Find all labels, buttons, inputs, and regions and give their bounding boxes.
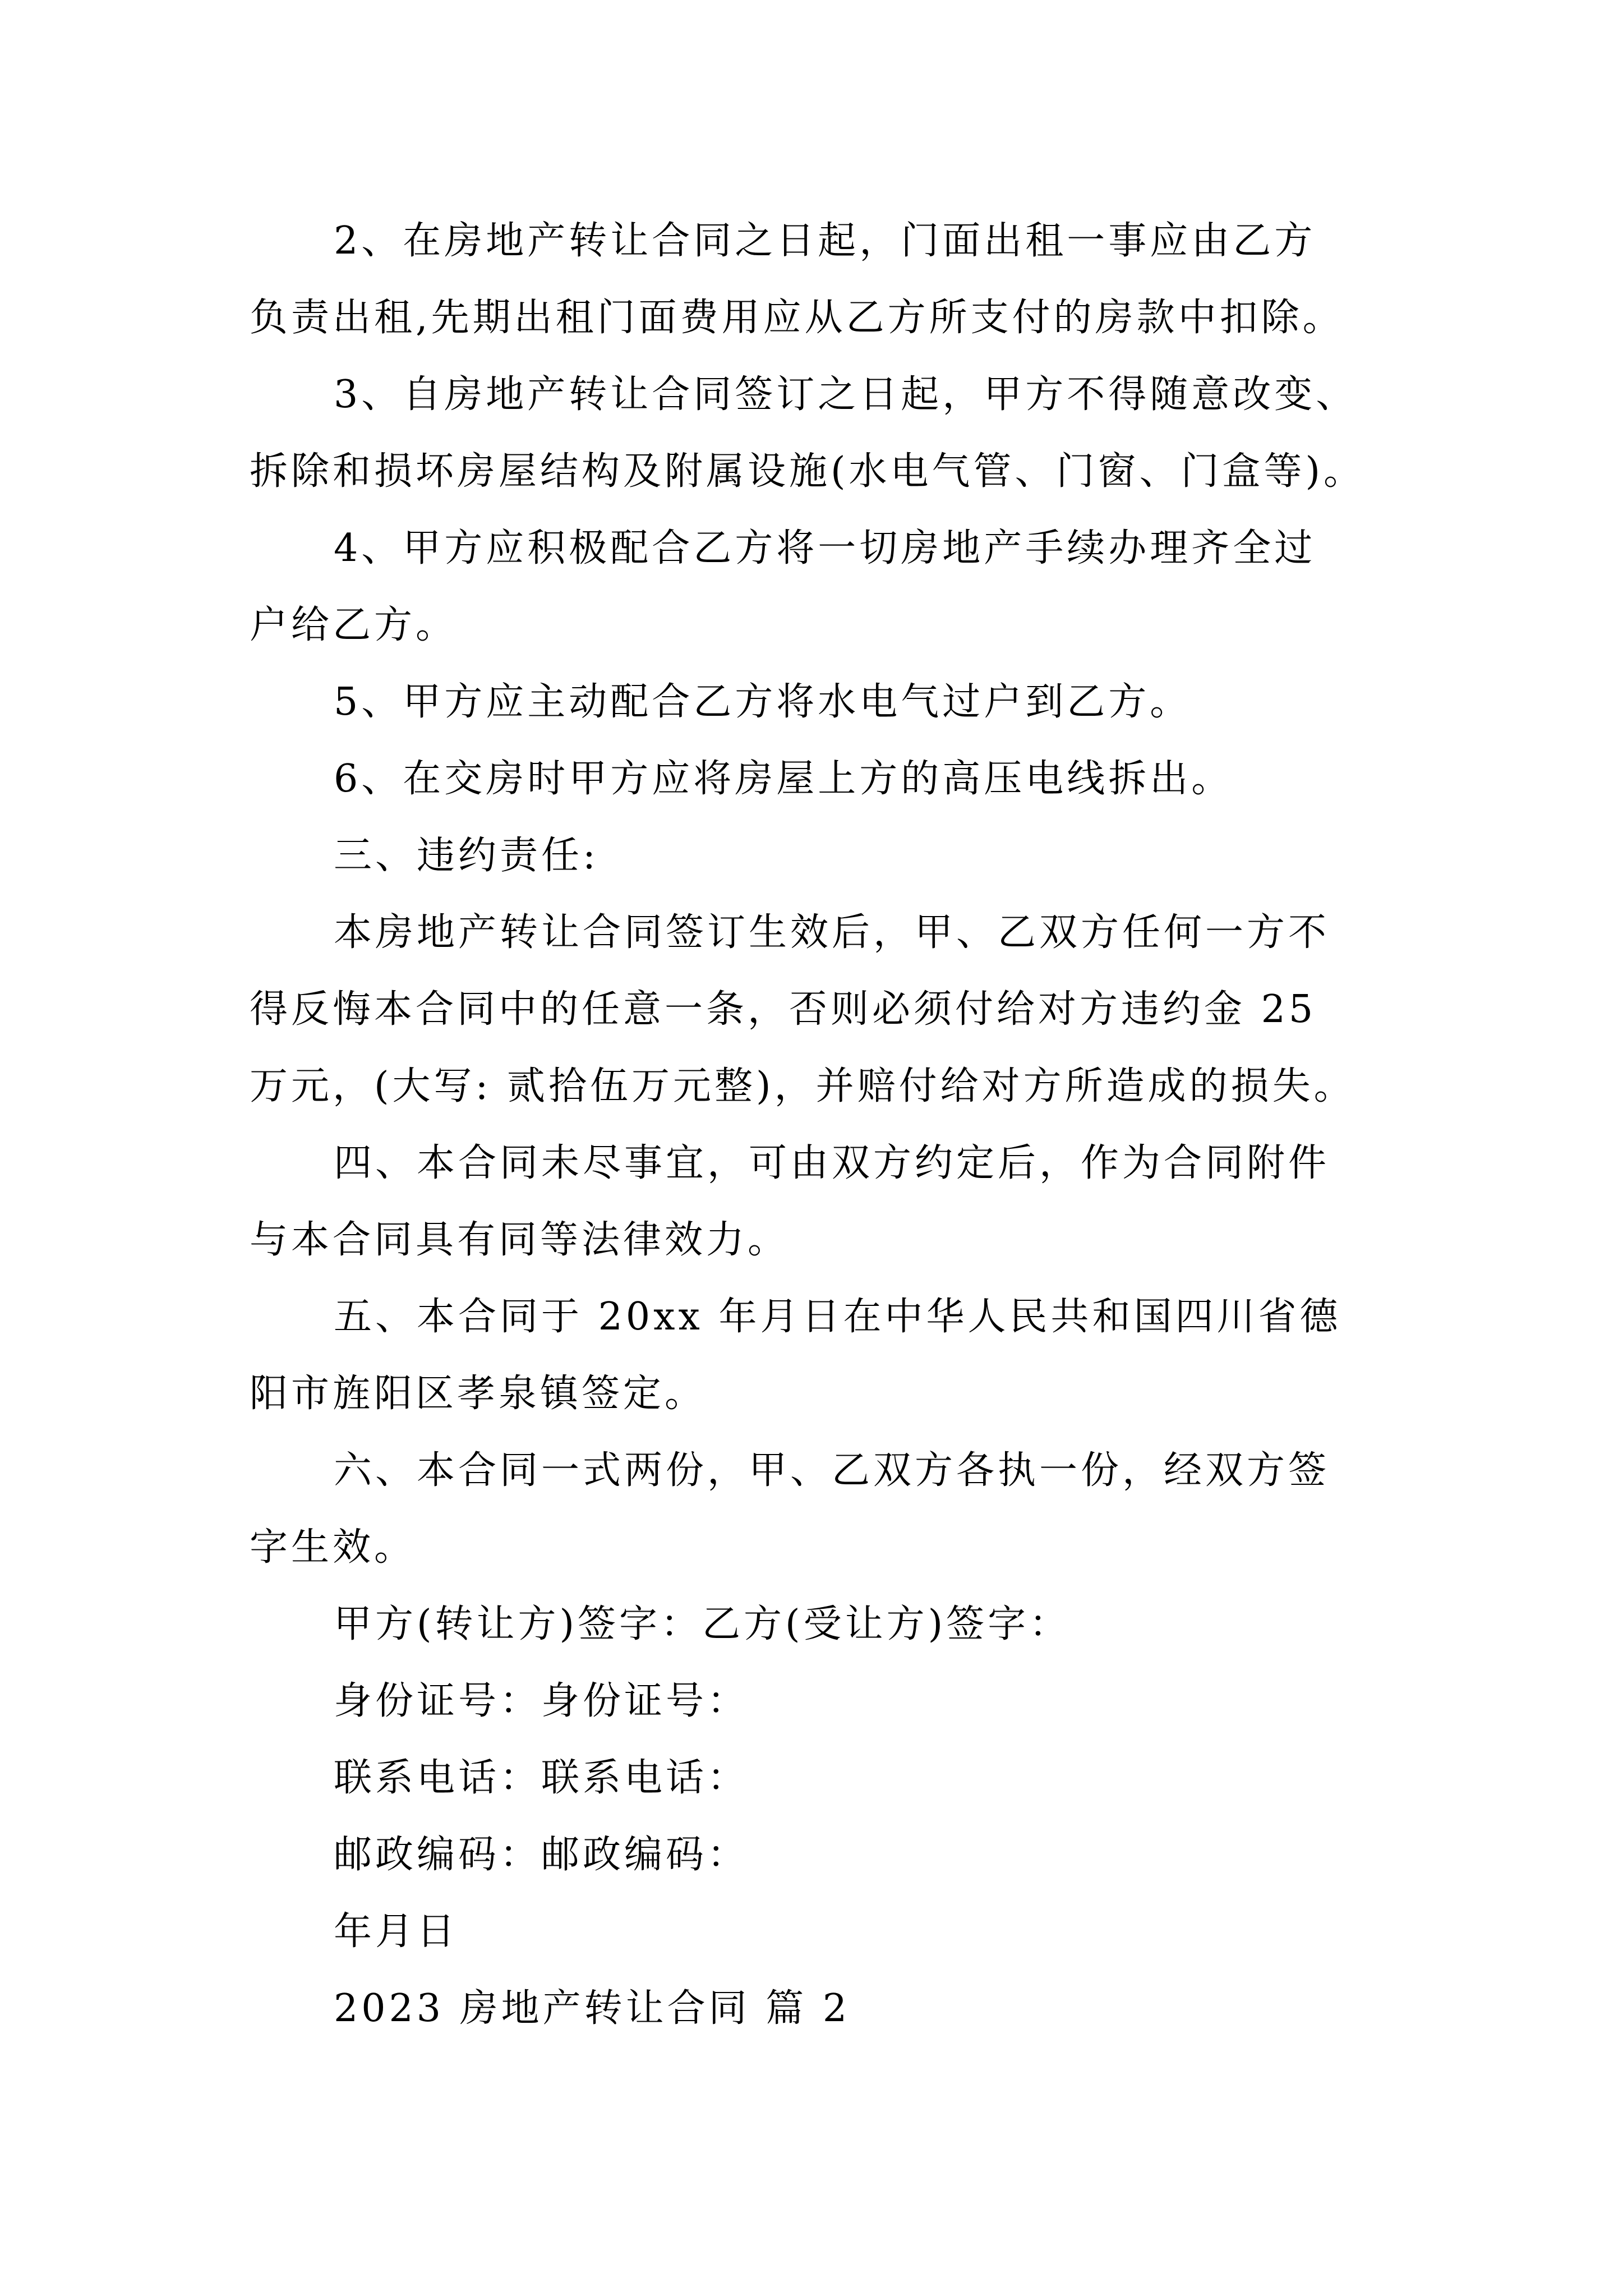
paragraph-line-2: 负责出租,先期出租门面费用应从乙方所支付的房款中扣除。 bbox=[250, 296, 1344, 340]
paragraph-line-15: 五、本合同于 20xx 年月日在中华人民共和国四川省德 bbox=[334, 1295, 1341, 1339]
paragraph-line-10: 本房地产转让合同签订生效后，甲、乙双方任何一方不 bbox=[334, 910, 1330, 955]
next-contract-heading: 2023 房地产转让合同 篇 2 bbox=[334, 1986, 851, 2031]
paragraph-line-7: 5、甲方应主动配合乙方将水电气过户到乙方。 bbox=[334, 680, 1192, 724]
paragraph-line-5: 4、甲方应积极配合乙方将一切房地产手续办理齐全过 bbox=[334, 526, 1316, 570]
paragraph-line-17: 六、本合同一式两份，甲、乙双方各执一份，经双方签 bbox=[334, 1448, 1330, 1493]
section-heading-breach: 三、违约责任: bbox=[334, 834, 599, 878]
paragraph-line-6: 户给乙方。 bbox=[250, 603, 458, 647]
id-number-line: 身份证号：身份证号： bbox=[334, 1679, 749, 1723]
date-line: 年月日 bbox=[334, 1910, 459, 1954]
postcode-line: 邮政编码：邮政编码： bbox=[334, 1833, 749, 1877]
paragraph-line-3: 3、自房地产转让合同签订之日起，甲方不得随意改变、 bbox=[334, 372, 1358, 417]
paragraph-line-4: 拆除和损坏房屋结构及附属设施(水电气管、门窗、门盒等)。 bbox=[250, 449, 1366, 494]
paragraph-line-8: 6、在交房时甲方应将房屋上方的高压电线拆出。 bbox=[334, 757, 1233, 801]
paragraph-line-18: 字生效。 bbox=[250, 1525, 416, 1570]
paragraph-line-1: 2、在房地产转让合同之日起，门面出租一事应由乙方 bbox=[334, 219, 1316, 263]
paragraph-line-16: 阳市旌阳区孝泉镇签定。 bbox=[250, 1372, 707, 1416]
paragraph-line-11: 得反悔本合同中的任意一条，否则必须付给对方违约金 25 bbox=[250, 987, 1317, 1032]
signature-line: 甲方(转让方)签字：乙方(受让方)签字： bbox=[334, 1602, 1071, 1646]
paragraph-line-14: 与本合同具有同等法律效力。 bbox=[250, 1218, 790, 1262]
paragraph-line-12: 万元，(大写: 贰拾伍万元整)，并赔付给对方所造成的损失。 bbox=[250, 1064, 1355, 1108]
phone-line: 联系电话：联系电话： bbox=[334, 1756, 749, 1800]
paragraph-line-13: 四、本合同未尽事宜，可由双方约定后，作为合同附件 bbox=[334, 1141, 1330, 1185]
